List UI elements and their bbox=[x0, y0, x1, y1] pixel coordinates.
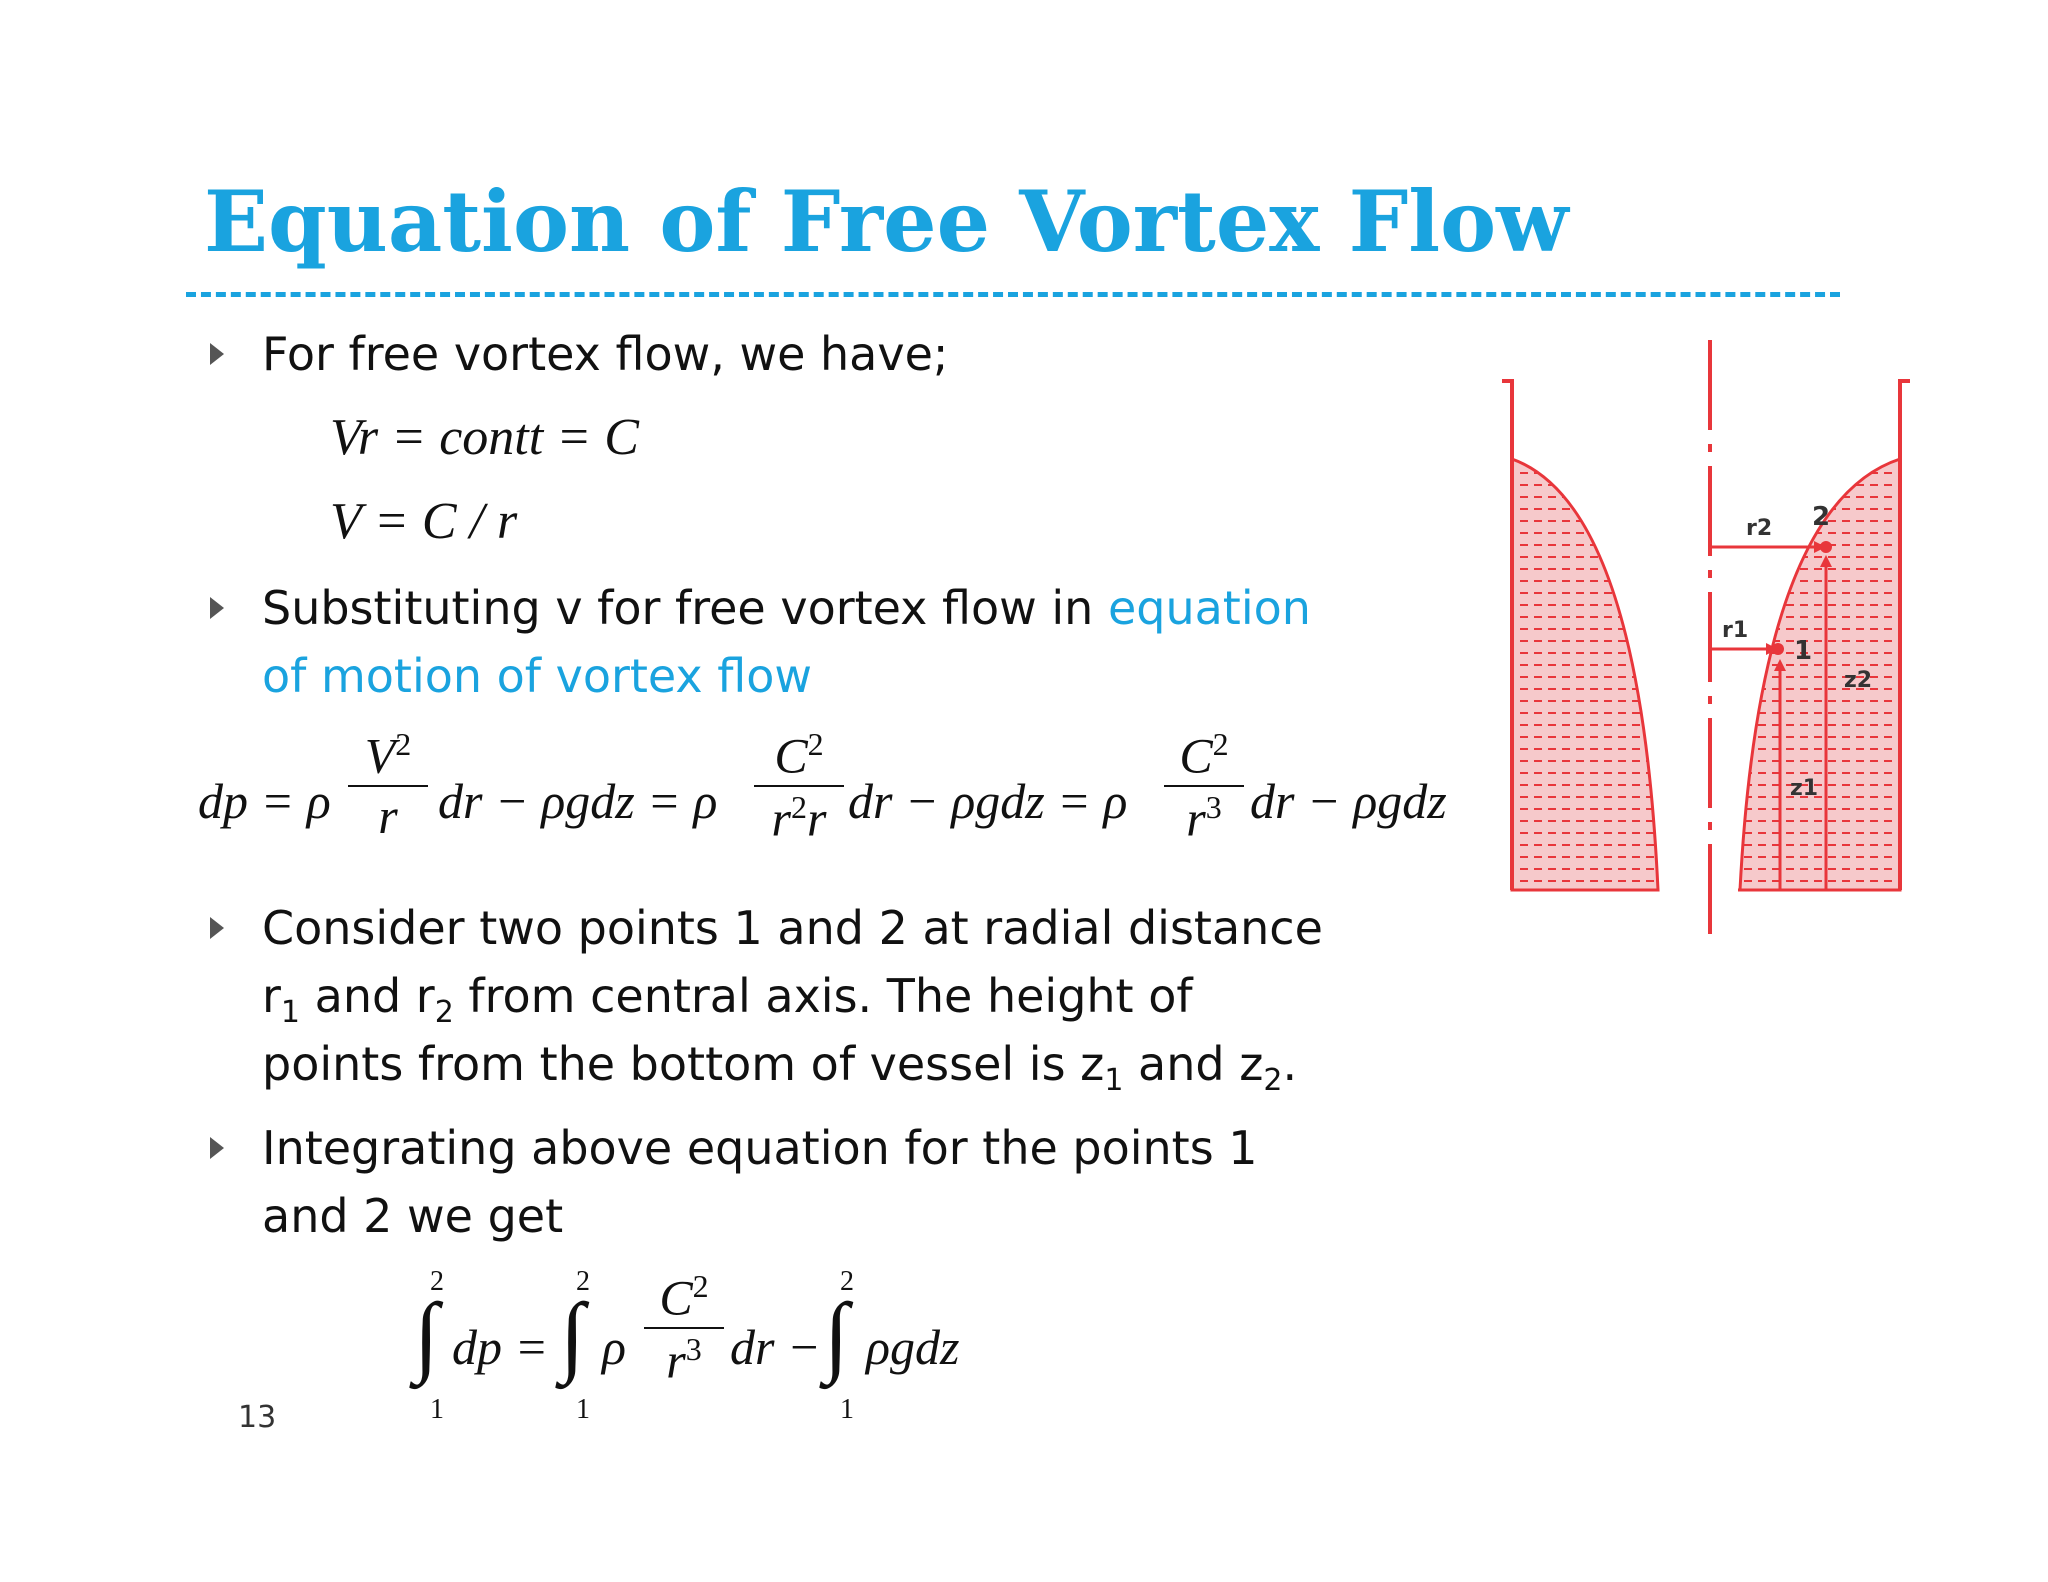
label-r1: r1 bbox=[1722, 618, 1749, 643]
free-vortex-vessel-diagram bbox=[1490, 335, 1920, 950]
bullet-2-link[interactable]: equation bbox=[1107, 581, 1311, 635]
left-vessel-wall bbox=[1502, 381, 1512, 890]
eq3-mid-1: dr − ρgdz = ρ bbox=[438, 773, 718, 829]
left-liquid-region bbox=[1512, 459, 1658, 890]
integral-sign-icon: ∫ bbox=[414, 1286, 439, 1385]
equation-vr-const: Vr = contt = C bbox=[330, 409, 639, 466]
bullet-4-line-1: Integrating above equation for the points 1 bbox=[262, 1121, 1258, 1175]
label-point-2: 2 bbox=[1812, 502, 1831, 532]
bullet-1-text: For free vortex flow, we have; bbox=[262, 327, 949, 381]
bullet-3-line-3: points from the bottom of vessel is $z_1$ and $z_2$. bbox=[262, 1037, 1298, 1099]
label-point-1: 1 bbox=[1794, 636, 1813, 666]
equation-integral: 2 ∫ 1 dp = 2 ∫ 1 ρ $C^2$ $r^3$ dr − 2 ∫ 1 ρgdz bbox=[414, 1266, 960, 1425]
equation-v-c-over-r: V = C / r bbox=[330, 493, 518, 550]
right-vessel-wall bbox=[1900, 381, 1910, 890]
title-divider bbox=[186, 292, 1840, 297]
label-z1: z1 bbox=[1790, 776, 1819, 801]
slide-title: Equation of Free Vortex Flow bbox=[204, 172, 1569, 271]
bullet-3-line-2: $r_1$ and $r_2$ from central axis. The height of bbox=[262, 969, 1193, 1031]
bullet-arrow-icon bbox=[210, 597, 224, 619]
eq3-frac-2: $C^2$ $r^2r$ bbox=[754, 728, 844, 843]
bullet-2-plain: Substituting v for free vortex flow in bbox=[262, 581, 1108, 635]
equation-dp-expansion bbox=[198, 728, 1468, 868]
page-number: 13 bbox=[238, 1400, 277, 1435]
bullet-2-link-line2[interactable]: of motion of vortex flow bbox=[262, 649, 813, 703]
bullet-4-line-2: and 2 we get bbox=[262, 1189, 564, 1243]
bullet-3-line-1: Consider two points 1 and 2 at radial distance bbox=[262, 901, 1323, 955]
label-z2: z2 bbox=[1844, 668, 1873, 693]
bullet-arrow-icon bbox=[210, 917, 224, 939]
bullet-arrow-icon bbox=[210, 1137, 224, 1159]
bullet-arrow-icon bbox=[210, 343, 224, 365]
integral-sign-icon: ∫ bbox=[560, 1286, 585, 1385]
eq3-mid-2: dr − ρgdz = ρ bbox=[848, 773, 1128, 829]
point-1-marker bbox=[1772, 643, 1784, 655]
eq3-frac-3: $C^2$ $r^3$ bbox=[1164, 728, 1244, 843]
eq3-lhs: dp = ρ bbox=[198, 773, 331, 829]
eq4-frac: $C^2$ $r^3$ bbox=[644, 1270, 724, 1385]
eq3-frac-1: $V^2$ r bbox=[348, 728, 428, 841]
point-2-marker bbox=[1820, 541, 1832, 553]
eq3-tail: dr − ρgdz bbox=[1250, 773, 1447, 829]
label-r2: r2 bbox=[1746, 516, 1773, 541]
integral-sign-icon: ∫ bbox=[824, 1286, 849, 1385]
bullet-2-text bbox=[262, 574, 1311, 642]
